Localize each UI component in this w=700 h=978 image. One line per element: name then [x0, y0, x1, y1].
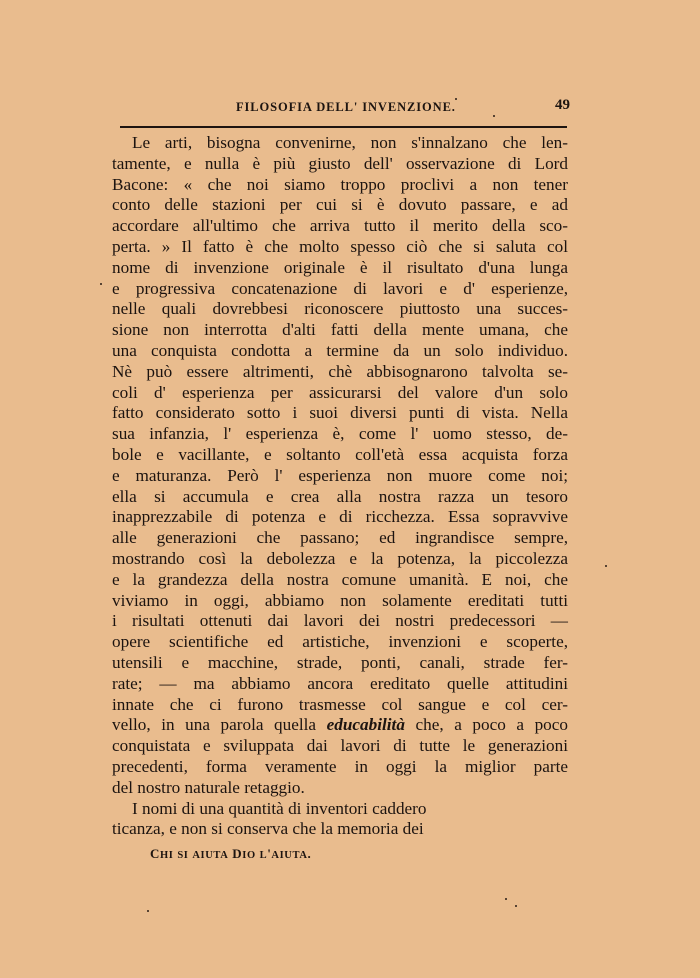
text-line: alle generazioni che passano; ed ingrandisce sempre,: [112, 528, 568, 548]
text-line: nelle quali dovrebbesi riconoscere piuttosto una succes-: [112, 299, 568, 319]
text-line: mostrando così la debolezza e la potenza, la piccolezza: [112, 548, 568, 568]
text-line: ticanza, e non si conserva che la memoria dei: [112, 819, 424, 839]
text-line: [112, 715, 568, 736]
text-line: tamente, e nulla è più giusto dell' osservazione di Lord: [112, 153, 568, 173]
text-line: del nostro naturale retaggio.: [112, 777, 305, 797]
emphasized-word: educabilità: [326, 715, 405, 735]
chapter-motto: [150, 846, 311, 862]
page-number: 49: [555, 97, 570, 113]
text-line: Nè può essere altrimenti, chè abbisognarono talvolta se-: [112, 361, 568, 381]
running-title: FILOSOFIA DELL' INVENZIONE.: [236, 100, 456, 114]
text-line: Le arti, bisogna convenirne, non s'innalzano che len-: [132, 133, 568, 152]
text-line: conquistata e sviluppata dai lavori di tutte le generazioni: [112, 736, 568, 756]
text-line: conto delle stazioni per cui si è dovuto passare, e ad: [112, 195, 568, 215]
ink-speck: [505, 898, 507, 900]
text-line: e maturanza. Però l' esperienza non muore come noi;: [112, 465, 568, 485]
ink-speck: [455, 98, 457, 100]
text-line: rate; — ma abbiamo ancora ereditato quelle attitudini: [112, 673, 568, 693]
text-line: viviamo in oggi, abbiamo non solamente ereditati tutti: [112, 590, 568, 610]
text-line: opere scientifiche ed artistiche, invenzioni e scoperte,: [112, 632, 568, 652]
ink-speck: [493, 115, 495, 117]
text-segment: vello, in una parola quella: [112, 715, 327, 735]
text-line: inapprezzabile di potenza e di ricchezza. Essa sopravvive: [112, 507, 568, 527]
motto-text: CHI SI AIUTA DIO L'AIUTA.: [150, 846, 312, 861]
text-line: Bacone: « che noi siamo troppo proclivi a non tener: [112, 174, 568, 194]
ink-speck: [605, 565, 607, 567]
ink-speck: [147, 910, 149, 912]
text-line: i risultati ottenuti dai lavori dei nostri predecessori —: [112, 611, 568, 631]
text-line: perta. » Il fatto è che molto spesso ciò che si saluta col: [112, 236, 568, 256]
text-line: bole e vacillante, e soltanto coll'età essa acquista forza: [112, 444, 568, 464]
page-header: [118, 97, 570, 122]
ink-speck: [515, 905, 517, 907]
text-line: accordare all'ultimo che arriva tutto il merito della sco-: [112, 216, 568, 236]
text-line: innate che ci furono trasmesse col sangue e col cer-: [112, 694, 568, 714]
ink-speck: [100, 283, 102, 285]
text-line: sione non interrotta d'alti fatti della mente umana, che: [112, 320, 568, 340]
text-line: una conquista condotta a termine da un solo individuo.: [112, 340, 568, 360]
text-line: I nomi di una quantità di inventori caddero: [132, 798, 427, 818]
text-line: e progressiva concatenazione di lavori e d' esperienze,: [112, 278, 568, 298]
text-line: ella si accumula e crea alla nostra razza un tesoro: [112, 486, 568, 506]
text-line: precedenti, forma veramente in oggi la miglior parte: [112, 756, 568, 776]
text-segment: che, a poco a poco: [404, 715, 568, 735]
text-line: coli d' esperienza per assicurarsi del valore d'un solo: [112, 382, 568, 402]
text-line: utensili e macchine, strade, ponti, canali, strade fer-: [112, 652, 568, 672]
text-line: e la grandezza della nostra comune umanità. E noi, che: [112, 569, 568, 589]
body-text: [112, 133, 568, 840]
text-line: fatto considerato sotto i suoi diversi punti di vista. Nella: [112, 403, 568, 423]
text-line: sua infanzia, l' esperienza è, come l' uomo stesso, de-: [112, 424, 568, 444]
header-rule: [120, 126, 567, 128]
text-line: nome di invenzione originale è il risultato d'una lunga: [112, 257, 568, 277]
